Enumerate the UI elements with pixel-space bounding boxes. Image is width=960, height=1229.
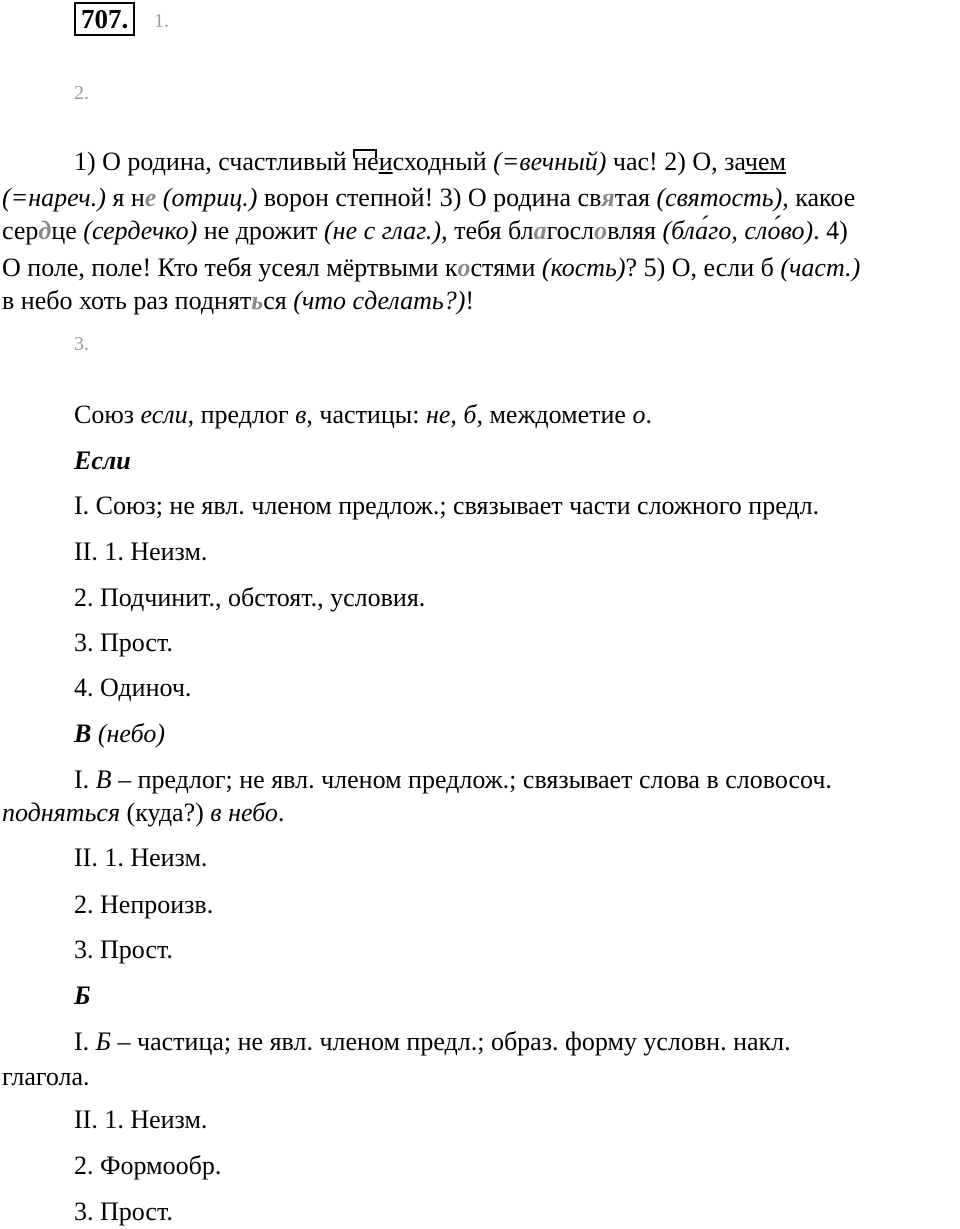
exercise-number: 707. <box>74 2 135 36</box>
heading-b: Б <box>74 981 91 1010</box>
v-item-3: 2. Непроизв. <box>74 890 214 919</box>
esli-item-4: 3. Прост. <box>74 628 173 657</box>
step-1-label: 1. <box>154 10 169 32</box>
b-item-4: 3. Прост. <box>74 1197 173 1226</box>
esli-item-3: 2. Подчинит., обстоят., условия. <box>74 583 426 612</box>
heading-v: В (небо) <box>74 719 165 748</box>
esli-item-5: 4. Одиноч. <box>74 673 192 702</box>
text-line-4: О поле, поле! Кто тебя усеял мёртвыми костями (кость)? 5) О, если б (част.) <box>2 253 861 282</box>
heading-esli: Если <box>74 446 131 475</box>
analysis-intro: Союз если, предлог в, частицы: не, б, междометие о. <box>74 400 652 429</box>
v-item-2: II. 1. Неизм. <box>74 843 208 872</box>
b-item-2: II. 1. Неизм. <box>74 1105 208 1134</box>
text-line-3: сердце (сердечко) не дрожит (не с глаг.), тебя благоcловляя (бла́го, сло́во). 4) <box>2 216 848 245</box>
text-line-5: в небо хоть раз подняться (что сделать?)! <box>2 286 475 315</box>
esli-item-1: I. Союз; не явл. членом предлож.; связывает части сложного предл. <box>74 491 820 520</box>
prefix-mark: не <box>353 147 379 176</box>
step-3-label: 3. <box>74 333 89 355</box>
v-item-1-cont: подняться (куда?) в небо. <box>2 798 285 827</box>
esli-item-2: II. 1. Неизм. <box>74 537 208 566</box>
v-item-4: 3. Прост. <box>74 935 173 964</box>
step-2-label: 2. <box>74 82 89 104</box>
text-line-1: 1) О родина, счастливый неисходный (=вечный) час! 2) О, зачем <box>74 147 786 176</box>
text-line-2: (=нареч.) я не (отриц.) ворон степной! 3) О родина святая (святость), какое <box>2 183 856 212</box>
b-item-1-cont: глагола. <box>2 1062 90 1091</box>
b-item-3: 2. Формообр. <box>74 1151 222 1180</box>
v-item-1: I. В – предлог; не явл. членом предлож.; связывает слова в словосоч. <box>74 765 832 794</box>
b-item-1: I. Б – частица; не явл. членом предл.; образ. форму условн. накл. <box>74 1027 791 1056</box>
